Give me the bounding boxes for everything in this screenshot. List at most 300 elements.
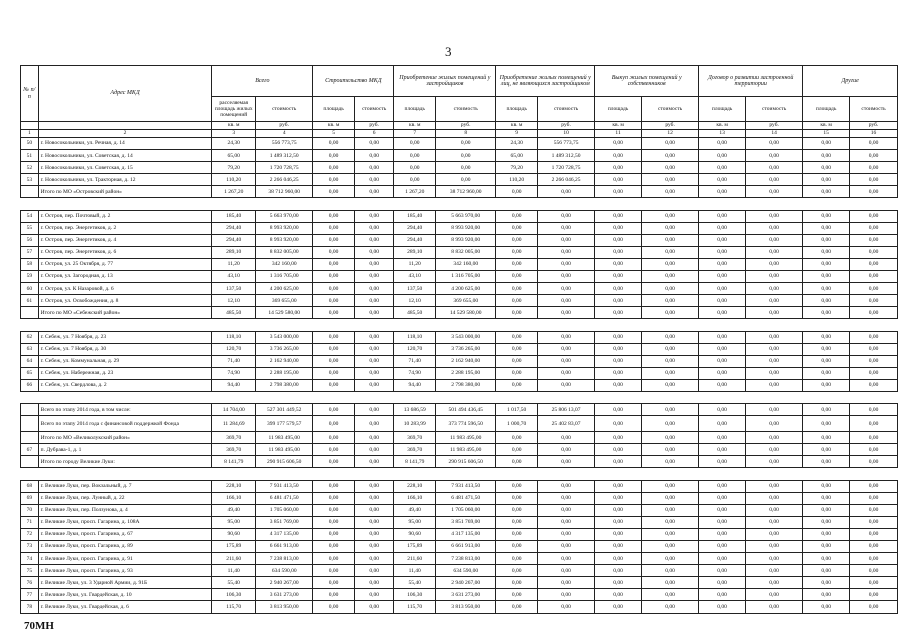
cost-cell: 0,00 bbox=[354, 295, 394, 307]
area-cell: 137,50 bbox=[212, 283, 256, 295]
cost-cell: 3 543 000,00 bbox=[436, 331, 496, 343]
column-number: 10 bbox=[537, 130, 594, 138]
address-cell: г. Остров, пер. Энергетиков, д. 4 bbox=[38, 234, 212, 246]
cost-cell: 0,00 bbox=[537, 367, 594, 379]
area-cell: 0,00 bbox=[595, 553, 642, 565]
area-cell: 0,00 bbox=[803, 541, 850, 553]
column-number: 15 bbox=[803, 130, 850, 138]
area-cell: 0,00 bbox=[803, 379, 850, 391]
cost-cell: 0,00 bbox=[746, 210, 803, 222]
cost-cell: 11 983 495,00 bbox=[436, 444, 496, 456]
area-cell: 0,00 bbox=[595, 601, 642, 613]
cost-cell: 0,00 bbox=[537, 444, 594, 456]
area-cell: 0,00 bbox=[313, 404, 355, 416]
column-number: 2 bbox=[38, 130, 212, 138]
cost-cell: 0,00 bbox=[641, 295, 698, 307]
header-group-construction: Строительство МКД bbox=[313, 66, 394, 97]
area-cell: 0,00 bbox=[496, 210, 538, 222]
area-cell: 0,00 bbox=[313, 565, 355, 577]
area-cell: 1 267,20 bbox=[212, 186, 256, 198]
table-row bbox=[21, 379, 898, 391]
address-cell: г. Остров, ул. Загородная, д. 13 bbox=[38, 271, 212, 283]
cost-cell: 399 177 579,57 bbox=[256, 416, 313, 432]
cost-cell: 0,00 bbox=[746, 444, 803, 456]
cost-cell: 7 931 413,50 bbox=[256, 480, 313, 492]
area-cell: 0,00 bbox=[699, 222, 746, 234]
cost-cell: 11 983 495,00 bbox=[256, 444, 313, 456]
area-cell: 0,00 bbox=[496, 246, 538, 258]
cost-cell: 4 317 135,00 bbox=[436, 528, 496, 540]
address-cell: г. Себеж, ул. 7 Ноября, д. 23 bbox=[38, 331, 212, 343]
row-number bbox=[21, 186, 39, 198]
area-cell: 11,40 bbox=[212, 565, 256, 577]
cost-cell: 2 266 046,25 bbox=[256, 174, 313, 186]
area-cell: 0,00 bbox=[313, 271, 355, 283]
area-cell: 175,89 bbox=[212, 541, 256, 553]
table-row bbox=[21, 162, 898, 174]
cost-cell: 0,00 bbox=[850, 186, 898, 198]
area-cell: 0,00 bbox=[803, 222, 850, 234]
area-cell: 185,40 bbox=[394, 210, 436, 222]
area-cell: 90,60 bbox=[394, 528, 436, 540]
area-cell: 0,00 bbox=[496, 565, 538, 577]
area-cell: 120,70 bbox=[212, 343, 256, 355]
area-cell: 0,00 bbox=[496, 456, 538, 468]
cost-cell: 0,00 bbox=[537, 222, 594, 234]
address-cell: г. Себеж, ул. Коммунальная, д. 29 bbox=[38, 355, 212, 367]
cost-cell: 0,00 bbox=[746, 283, 803, 295]
cost-cell: 0,00 bbox=[850, 355, 898, 367]
area-cell: 0,00 bbox=[313, 331, 355, 343]
area-cell: 0,00 bbox=[699, 150, 746, 162]
cost-cell: 0,00 bbox=[746, 295, 803, 307]
area-cell: 0,00 bbox=[313, 162, 355, 174]
footer-code: 70МН bbox=[24, 620, 54, 632]
address-cell: г. Новосокольники, ул. Советская, д. 14 bbox=[38, 150, 212, 162]
subtotal-row bbox=[21, 404, 898, 416]
area-cell: 79,20 bbox=[212, 162, 256, 174]
cost-cell: 0,00 bbox=[850, 379, 898, 391]
row-spacer bbox=[21, 468, 898, 480]
cost-cell: 2 288 195,00 bbox=[436, 367, 496, 379]
area-cell: 74,90 bbox=[394, 367, 436, 379]
address-cell: г. Остров, пер. Почтовый, д. 2 bbox=[38, 210, 212, 222]
cost-cell: 0,00 bbox=[746, 541, 803, 553]
area-cell: 79,20 bbox=[496, 162, 538, 174]
area-cell: 0,00 bbox=[496, 222, 538, 234]
area-cell: 0,00 bbox=[803, 404, 850, 416]
table-row bbox=[21, 331, 898, 343]
cost-cell: 0,00 bbox=[354, 174, 394, 186]
unit-area: кв. м bbox=[313, 122, 355, 130]
table-row bbox=[21, 601, 898, 613]
area-cell: 12,10 bbox=[394, 295, 436, 307]
area-cell: 115,70 bbox=[394, 601, 436, 613]
cost-cell: 2 162 940,00 bbox=[436, 355, 496, 367]
address-cell: г. Великие Луки, ул. Гвардейская, д. 10 bbox=[38, 589, 212, 601]
area-cell: 0,00 bbox=[803, 186, 850, 198]
area-cell: 0,00 bbox=[803, 331, 850, 343]
row-number: 72 bbox=[21, 528, 39, 540]
header-address: Адрес МКД bbox=[38, 66, 212, 122]
area-cell: 0,00 bbox=[496, 186, 538, 198]
area-cell: 0,00 bbox=[313, 601, 355, 613]
cost-cell: 8 993 920,00 bbox=[436, 234, 496, 246]
cost-cell: 0,00 bbox=[746, 416, 803, 432]
row-number: 71 bbox=[21, 516, 39, 528]
area-cell: 0,00 bbox=[595, 528, 642, 540]
cost-cell: 1 489 312,50 bbox=[256, 150, 313, 162]
cost-cell: 527 301 449,52 bbox=[256, 404, 313, 416]
row-spacer bbox=[21, 391, 898, 403]
area-cell: 0,00 bbox=[699, 307, 746, 319]
cost-cell: 3 631 273,00 bbox=[256, 589, 313, 601]
area-cell: 43,10 bbox=[212, 271, 256, 283]
cost-cell: 0,00 bbox=[641, 210, 698, 222]
area-cell: 0,00 bbox=[803, 343, 850, 355]
header-group-development: Договор о развитии застроенной территории bbox=[699, 66, 803, 97]
row-number: 56 bbox=[21, 234, 39, 246]
unit-rub: руб. bbox=[537, 122, 594, 130]
cost-cell: 0,00 bbox=[641, 283, 698, 295]
area-cell: 294,40 bbox=[394, 234, 436, 246]
row-number: 65 bbox=[21, 367, 39, 379]
cost-cell: 342 160,00 bbox=[256, 258, 313, 270]
area-cell: 0,00 bbox=[496, 577, 538, 589]
cost-cell: 0,00 bbox=[746, 271, 803, 283]
area-cell: 110,20 bbox=[496, 174, 538, 186]
address-cell: г. Великие Луки, пер. Вокзальный, д. 7 bbox=[38, 480, 212, 492]
address-cell: г. Великие Луки, просп. Гагарина, д. 89 bbox=[38, 541, 212, 553]
address-cell: г. Великие Луки, ул. 3 Ударной Армии, д. 91Б bbox=[38, 577, 212, 589]
cost-cell: 0,00 bbox=[537, 528, 594, 540]
cost-cell: 0,00 bbox=[850, 234, 898, 246]
cost-cell: 0,00 bbox=[354, 331, 394, 343]
area-cell: 0,00 bbox=[313, 246, 355, 258]
table-row bbox=[21, 150, 898, 162]
area-cell: 0,00 bbox=[496, 258, 538, 270]
table-row bbox=[21, 480, 898, 492]
cost-cell: 1 705 060,00 bbox=[256, 504, 313, 516]
row-number: 76 bbox=[21, 577, 39, 589]
area-cell: 0,00 bbox=[313, 444, 355, 456]
cost-cell: 0,00 bbox=[354, 283, 394, 295]
area-cell: 11,20 bbox=[212, 258, 256, 270]
area-cell: 0,00 bbox=[313, 138, 355, 150]
cost-cell: 0,00 bbox=[850, 516, 898, 528]
row-number: 70 bbox=[21, 504, 39, 516]
area-cell: 71,40 bbox=[394, 355, 436, 367]
area-cell: 228,10 bbox=[394, 480, 436, 492]
cost-cell: 634 590,00 bbox=[256, 565, 313, 577]
area-cell: 0,00 bbox=[313, 528, 355, 540]
cost-cell: 0,00 bbox=[354, 379, 394, 391]
cost-cell: 1 705 060,00 bbox=[436, 504, 496, 516]
cost-cell: 0,00 bbox=[850, 404, 898, 416]
area-cell: 0,00 bbox=[394, 150, 436, 162]
column-number: 6 bbox=[354, 130, 394, 138]
cost-cell: 1 720 728,75 bbox=[537, 162, 594, 174]
area-cell: 0,00 bbox=[699, 601, 746, 613]
area-cell: 0,00 bbox=[803, 138, 850, 150]
address-cell: г. Остров, ул. 25 Октября, д. 77 bbox=[38, 258, 212, 270]
area-cell: 0,00 bbox=[803, 150, 850, 162]
cost-cell: 0,00 bbox=[537, 504, 594, 516]
area-cell: 0,00 bbox=[313, 367, 355, 379]
address-cell: г. Остров, пер. Энергетиков, д. 6 bbox=[38, 246, 212, 258]
cost-cell: 1 720 728,75 bbox=[256, 162, 313, 174]
cost-cell: 0,00 bbox=[537, 246, 594, 258]
area-cell: 0,00 bbox=[595, 416, 642, 432]
area-cell: 10 283,99 bbox=[394, 416, 436, 432]
subheader-cost: стоимость bbox=[436, 97, 496, 122]
area-cell: 0,00 bbox=[803, 210, 850, 222]
cost-cell: 0,00 bbox=[354, 601, 394, 613]
area-cell: 0,00 bbox=[803, 367, 850, 379]
cost-cell: 290 915 606,50 bbox=[436, 456, 496, 468]
cost-cell: 0,00 bbox=[537, 379, 594, 391]
cost-cell: 2 940 267,00 bbox=[256, 577, 313, 589]
area-cell: 0,00 bbox=[699, 343, 746, 355]
area-cell: 0,00 bbox=[313, 577, 355, 589]
cost-cell: 0,00 bbox=[537, 480, 594, 492]
area-cell: 0,00 bbox=[313, 186, 355, 198]
cost-cell: 0,00 bbox=[850, 271, 898, 283]
cost-cell: 6 661 913,00 bbox=[436, 541, 496, 553]
cost-cell: 0,00 bbox=[746, 528, 803, 540]
cost-cell: 0,00 bbox=[641, 516, 698, 528]
area-cell: 0,00 bbox=[496, 271, 538, 283]
area-cell: 0,00 bbox=[595, 186, 642, 198]
cost-cell: 501 494 436,45 bbox=[436, 404, 496, 416]
table-row bbox=[21, 492, 898, 504]
area-cell: 0,00 bbox=[803, 283, 850, 295]
subheader-cost: стоимость bbox=[641, 97, 698, 122]
cost-cell: 8 832 005,00 bbox=[436, 246, 496, 258]
cost-cell: 1 316 705,00 bbox=[436, 271, 496, 283]
area-cell: 166,10 bbox=[212, 492, 256, 504]
cost-cell: 0,00 bbox=[850, 480, 898, 492]
area-cell: 0,00 bbox=[803, 492, 850, 504]
cost-cell: 7 238 813,00 bbox=[256, 553, 313, 565]
cost-cell: 38 712 960,00 bbox=[256, 186, 313, 198]
table-row bbox=[21, 367, 898, 379]
cost-cell: 0,00 bbox=[354, 565, 394, 577]
area-cell: 49,40 bbox=[212, 504, 256, 516]
cost-cell: 0,00 bbox=[641, 492, 698, 504]
cost-cell: 0,00 bbox=[746, 222, 803, 234]
cost-cell: 0,00 bbox=[746, 589, 803, 601]
area-cell: 0,00 bbox=[595, 492, 642, 504]
header-group-buyout: Выкуп жилых помещений у собственников bbox=[595, 66, 699, 97]
address-cell: г. Остров, ул. Освобождения, д. 8 bbox=[38, 295, 212, 307]
area-cell: 0,00 bbox=[496, 601, 538, 613]
cost-cell: 290 915 606,50 bbox=[256, 456, 313, 468]
subtotal-row bbox=[21, 416, 898, 432]
area-cell: 0,00 bbox=[803, 416, 850, 432]
header-num: № п/п bbox=[21, 66, 39, 122]
area-cell: 0,00 bbox=[699, 271, 746, 283]
cost-cell: 2 798 380,00 bbox=[436, 379, 496, 391]
subheader-resettled-area: расселяемая площадь жилых помещений bbox=[212, 97, 256, 122]
row-number: 59 bbox=[21, 271, 39, 283]
unit-rub: руб. bbox=[256, 122, 313, 130]
cost-cell: 0,00 bbox=[850, 432, 898, 444]
header-group-purchase-others: Приобретение жилых помещений у лиц, не являющихся застройщиком bbox=[496, 66, 595, 97]
table-row bbox=[21, 528, 898, 540]
area-cell: 0,00 bbox=[595, 404, 642, 416]
area-cell: 118,10 bbox=[394, 331, 436, 343]
cost-cell: 0,00 bbox=[537, 601, 594, 613]
cost-cell: 2 266 046,25 bbox=[537, 174, 594, 186]
cost-cell: 0,00 bbox=[746, 379, 803, 391]
cost-cell: 3 543 000,00 bbox=[256, 331, 313, 343]
cost-cell: 38 712 960,00 bbox=[436, 186, 496, 198]
area-cell: 0,00 bbox=[595, 150, 642, 162]
row-number: 57 bbox=[21, 246, 39, 258]
cost-cell: 0,00 bbox=[354, 222, 394, 234]
area-cell: 0,00 bbox=[595, 234, 642, 246]
cost-cell: 0,00 bbox=[354, 186, 394, 198]
row-number: 51 bbox=[21, 150, 39, 162]
row-number: 50 bbox=[21, 138, 39, 150]
cost-cell: 0,00 bbox=[354, 150, 394, 162]
area-cell: 0,00 bbox=[595, 222, 642, 234]
cost-cell: 0,00 bbox=[354, 456, 394, 468]
cost-cell: 0,00 bbox=[641, 504, 698, 516]
cost-cell: 7 238 813,00 bbox=[436, 553, 496, 565]
cost-cell: 0,00 bbox=[537, 492, 594, 504]
area-cell: 1 000,70 bbox=[496, 416, 538, 432]
cost-cell: 0,00 bbox=[850, 210, 898, 222]
cost-cell: 0,00 bbox=[641, 258, 698, 270]
area-cell: 0,00 bbox=[595, 444, 642, 456]
area-cell: 0,00 bbox=[699, 565, 746, 577]
cost-cell: 0,00 bbox=[746, 246, 803, 258]
table-row bbox=[21, 222, 898, 234]
cost-cell: 0,00 bbox=[746, 577, 803, 589]
address-cell: г. Великие Луки, ул. Гвардейская, д. 6 bbox=[38, 601, 212, 613]
area-cell: 0,00 bbox=[803, 355, 850, 367]
cost-cell: 0,00 bbox=[354, 246, 394, 258]
row-number: 62 bbox=[21, 331, 39, 343]
area-cell: 0,00 bbox=[595, 271, 642, 283]
area-cell: 0,00 bbox=[595, 174, 642, 186]
area-cell: 0,00 bbox=[496, 295, 538, 307]
table-row bbox=[21, 343, 898, 355]
cost-cell: 373 774 596,50 bbox=[436, 416, 496, 432]
cost-cell: 0,00 bbox=[641, 307, 698, 319]
cost-cell: 0,00 bbox=[641, 186, 698, 198]
area-cell: 55,40 bbox=[212, 577, 256, 589]
area-cell: 0,00 bbox=[313, 432, 355, 444]
area-cell: 0,00 bbox=[803, 589, 850, 601]
address-cell: Итого по городу Великие Луки: bbox=[38, 456, 212, 468]
area-cell: 0,00 bbox=[803, 295, 850, 307]
cost-cell: 0,00 bbox=[354, 589, 394, 601]
address-cell: Итого по МО «Себежский район» bbox=[38, 307, 212, 319]
address-cell: г. Остров, ул. К Назаровой, д. 6 bbox=[38, 283, 212, 295]
area-cell: 0,00 bbox=[699, 367, 746, 379]
cost-cell: 0,00 bbox=[641, 162, 698, 174]
area-cell: 90,60 bbox=[212, 528, 256, 540]
area-cell: 0,00 bbox=[496, 367, 538, 379]
cost-cell: 3 851 769,00 bbox=[256, 516, 313, 528]
row-number bbox=[21, 432, 39, 444]
area-cell: 0,00 bbox=[699, 444, 746, 456]
cost-cell: 0,00 bbox=[641, 565, 698, 577]
unit-rub: руб. bbox=[746, 122, 803, 130]
address-cell: г. Великие Луки, просп. Гагарина, д. 67 bbox=[38, 528, 212, 540]
unit-area: кв. м bbox=[394, 122, 436, 130]
cost-cell: 0,00 bbox=[850, 283, 898, 295]
cost-cell: 0,00 bbox=[746, 601, 803, 613]
area-cell: 0,00 bbox=[699, 528, 746, 540]
cost-cell: 0,00 bbox=[850, 343, 898, 355]
area-cell: 0,00 bbox=[699, 174, 746, 186]
cost-cell: 0,00 bbox=[354, 271, 394, 283]
area-cell: 0,00 bbox=[803, 504, 850, 516]
area-cell: 0,00 bbox=[699, 516, 746, 528]
area-cell: 110,20 bbox=[212, 174, 256, 186]
area-cell: 0,00 bbox=[313, 210, 355, 222]
unit-area: кв. м bbox=[496, 122, 538, 130]
cost-cell: 0,00 bbox=[354, 516, 394, 528]
row-number: 52 bbox=[21, 162, 39, 174]
area-cell: 0,00 bbox=[496, 553, 538, 565]
area-cell: 95,00 bbox=[212, 516, 256, 528]
area-cell: 106,30 bbox=[212, 589, 256, 601]
cost-cell: 0,00 bbox=[850, 331, 898, 343]
area-cell: 0,00 bbox=[313, 379, 355, 391]
area-cell: 0,00 bbox=[699, 480, 746, 492]
area-cell: 0,00 bbox=[803, 258, 850, 270]
cost-cell: 0,00 bbox=[537, 295, 594, 307]
area-cell: 0,00 bbox=[595, 504, 642, 516]
area-cell: 0,00 bbox=[313, 456, 355, 468]
cost-cell: 0,00 bbox=[641, 246, 698, 258]
cost-cell: 0,00 bbox=[850, 528, 898, 540]
cost-cell: 3 851 769,00 bbox=[436, 516, 496, 528]
area-cell: 0,00 bbox=[699, 432, 746, 444]
cost-cell: 0,00 bbox=[641, 367, 698, 379]
cost-cell: 3 631 273,00 bbox=[436, 589, 496, 601]
area-cell: 294,40 bbox=[212, 234, 256, 246]
area-cell: 0,00 bbox=[496, 480, 538, 492]
column-number: 1 bbox=[21, 130, 39, 138]
table-row bbox=[21, 516, 898, 528]
row-number bbox=[21, 307, 39, 319]
cost-cell: 0,00 bbox=[850, 295, 898, 307]
row-number: 69 bbox=[21, 492, 39, 504]
area-cell: 55,40 bbox=[394, 577, 436, 589]
cost-cell: 0,00 bbox=[746, 162, 803, 174]
row-number: 54 bbox=[21, 210, 39, 222]
address-cell: г. Великие Луки, просп. Гагарина, д. 108А bbox=[38, 516, 212, 528]
cost-cell: 0,00 bbox=[641, 234, 698, 246]
cost-cell: 0,00 bbox=[850, 456, 898, 468]
area-cell: 0,00 bbox=[313, 416, 355, 432]
table-row bbox=[21, 138, 898, 150]
row-number: 77 bbox=[21, 589, 39, 601]
area-cell: 12,10 bbox=[212, 295, 256, 307]
area-cell: 0,00 bbox=[595, 246, 642, 258]
subtotal-row bbox=[21, 307, 898, 319]
row-number: 67 bbox=[21, 444, 39, 456]
area-cell: 0,00 bbox=[699, 553, 746, 565]
area-cell: 0,00 bbox=[496, 355, 538, 367]
resettlement-table bbox=[20, 65, 898, 614]
